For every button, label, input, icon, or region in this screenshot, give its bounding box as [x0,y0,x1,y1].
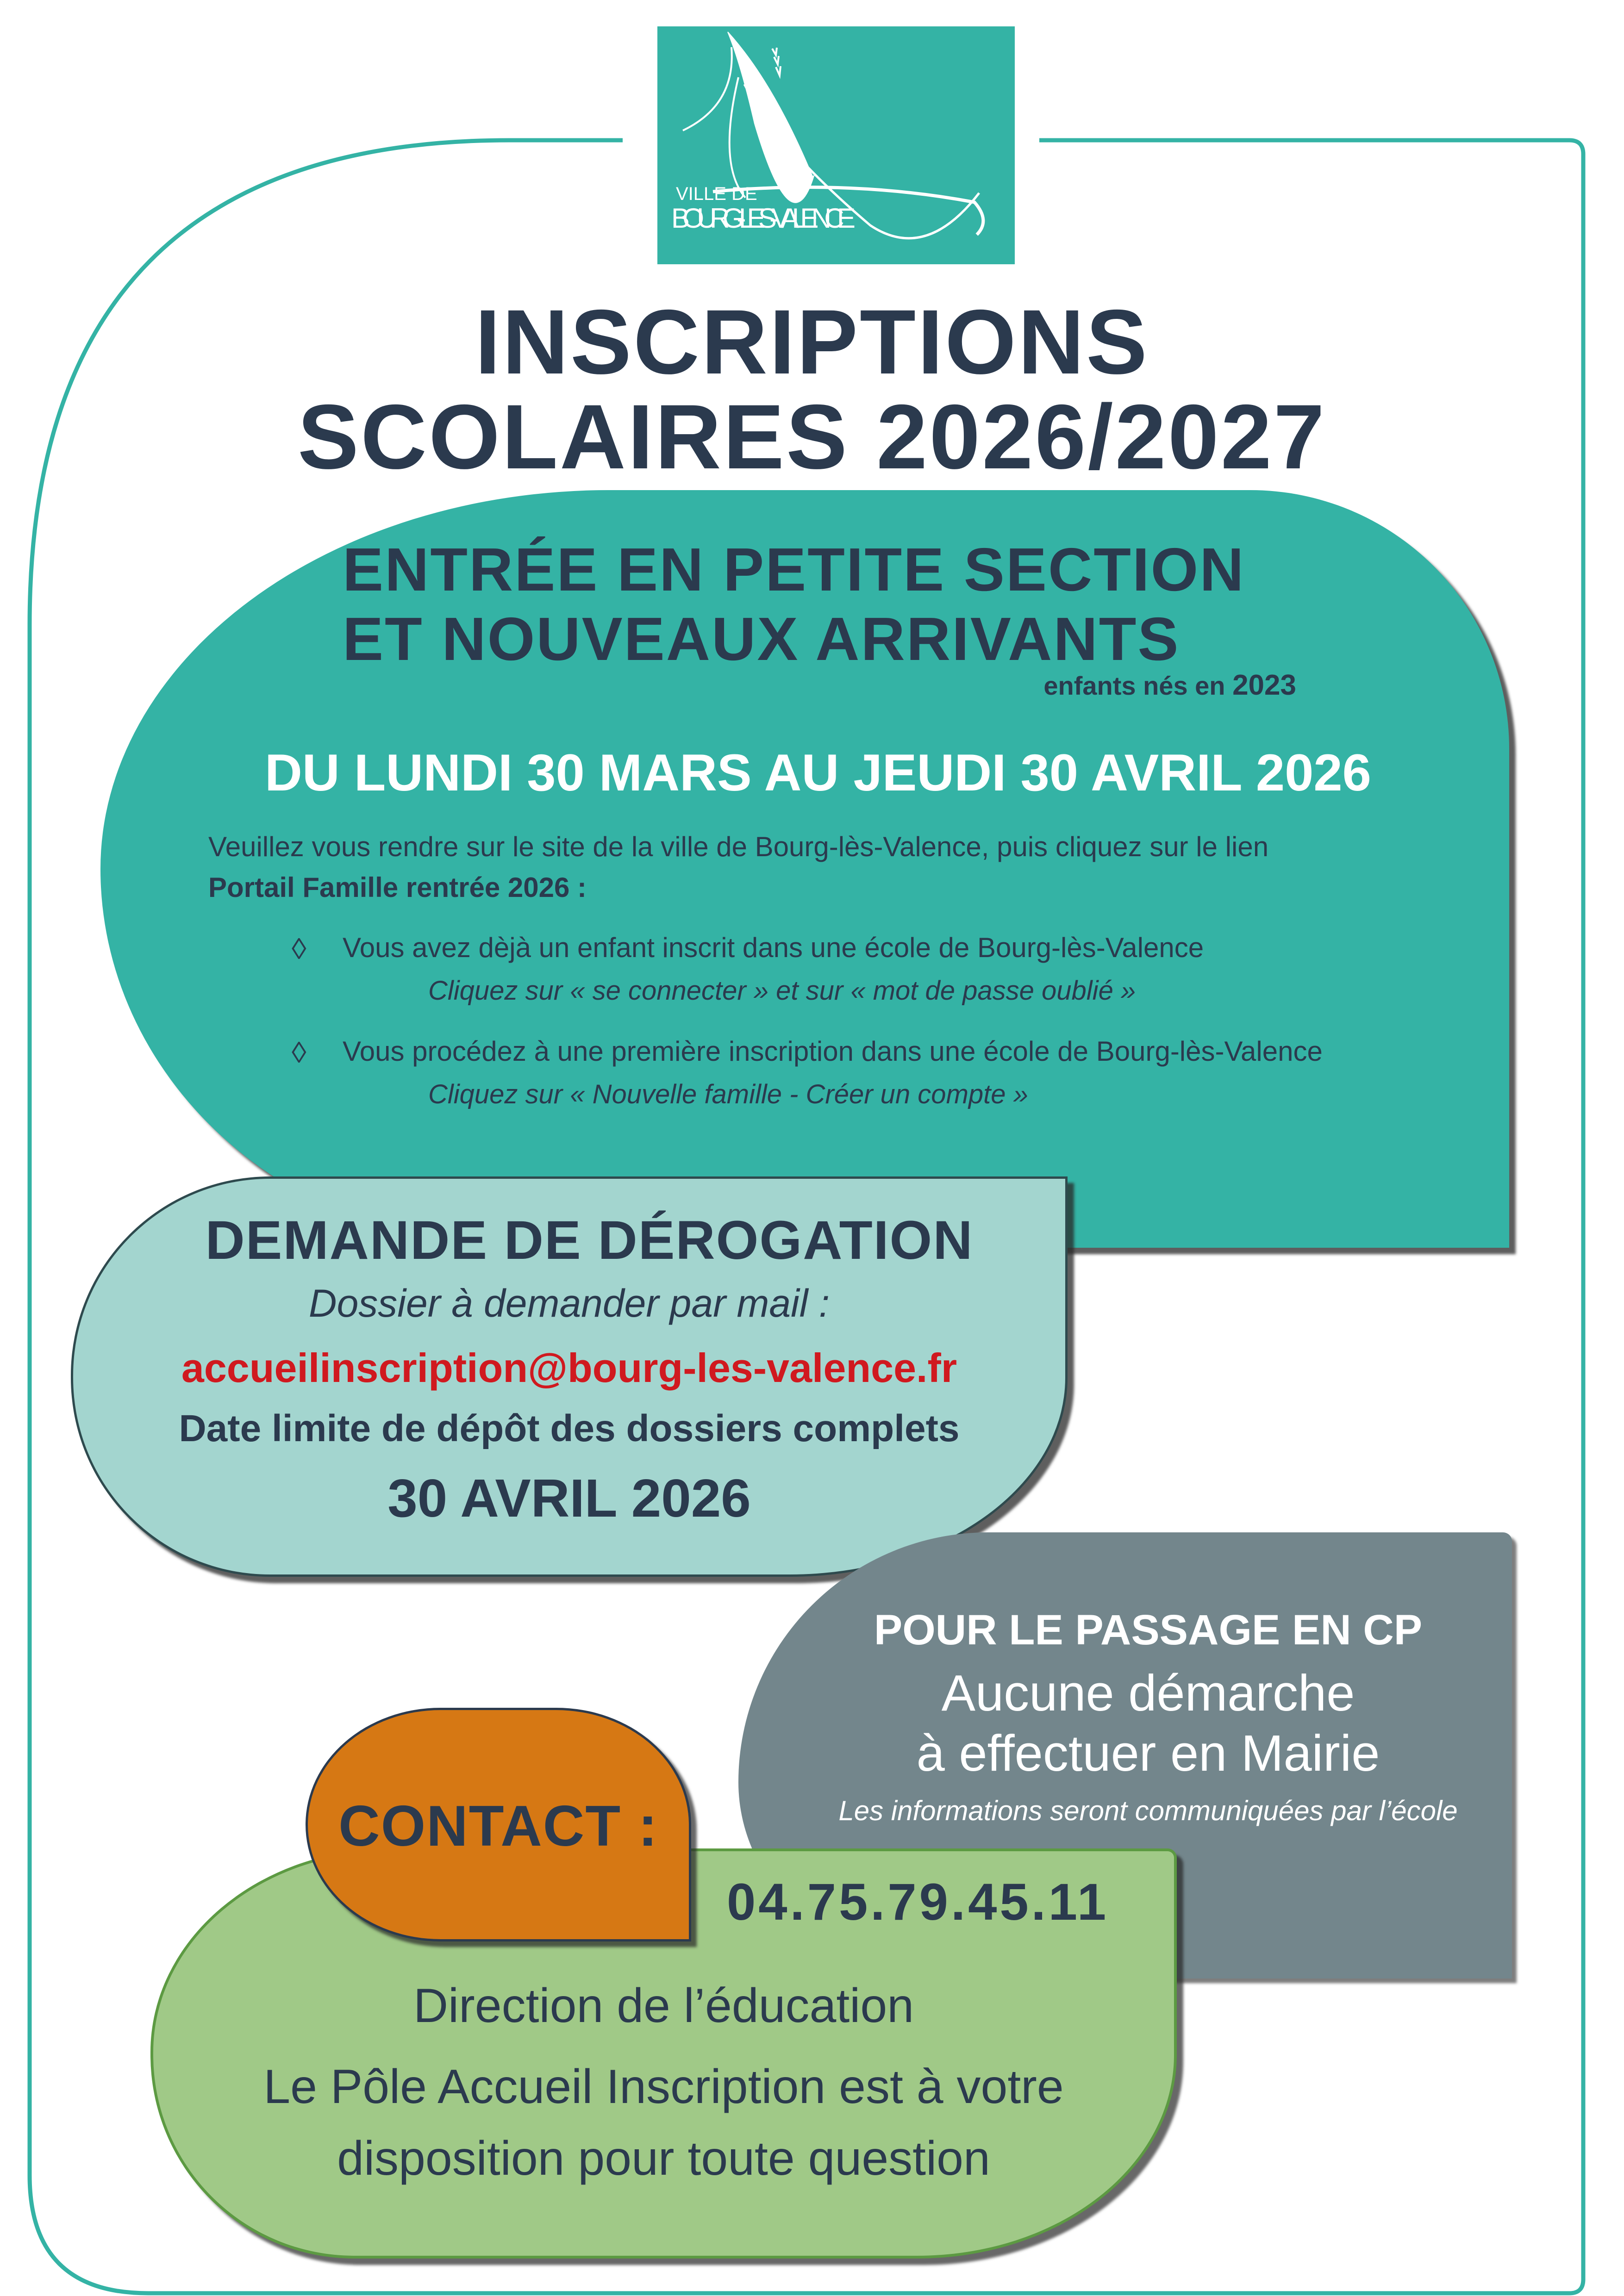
page-title-line2: SCOLAIRES 2026/2027 [297,386,1327,488]
derogation-deadline-label: Date limite de dépôt des dossiers complets [179,1407,960,1450]
bullet-2-instruction: Cliquez sur « Nouvelle famille - Créer un compte » [428,1079,1028,1109]
born-year-note [787,669,1296,702]
cp-line-2: à effectuer en Mairie [916,1725,1380,1782]
entree-intro: Veuillez vous rendre sur le site de la ville de Bourg-lès-Valence, puis cliquez sur le lien [208,831,1269,862]
entree-heading-2: ET NOUVEAUX ARRIVANTS [343,605,1180,673]
derogation-subtitle: Dossier à demander par mail : [308,1282,830,1325]
contact-department: Direction de l’éducation [413,1979,914,2033]
derogation-email-link[interactable]: accueilinscription@bourg-les-valence.fr [181,1345,957,1391]
entree-heading-1: ENTRÉE EN PETITE SECTION [343,535,1245,604]
diamond-bullet-icon: ◊ [292,1036,306,1069]
diamond-bullet-icon: ◊ [292,932,306,965]
contact-label: CONTACT : [338,1794,658,1858]
entree-dates: DU LUNDI 30 MARS AU JEUDI 30 AVRIL 2026 [265,744,1371,802]
bullet-1-instruction: Cliquez sur « se connecter » et sur « mot de passe oublié » [428,976,1136,1006]
portal-link-label[interactable]: Portail Famille rentrée 2026 : [208,872,587,903]
logo-text-ville: VILLE DE [676,184,757,204]
born-prefix: enfants nés en [1043,671,1233,700]
cp-heading: POUR LE PASSAGE EN CP [874,1606,1423,1654]
cp-line-1: Aucune démarche [941,1665,1355,1722]
derogation-deadline-date: 30 AVRIL 2026 [387,1468,751,1528]
entree-section-panel [100,490,1509,1248]
cp-note: Les informations seront communiquées par l’école [838,1795,1458,1826]
contact-line-2: disposition pour toute question [337,2132,990,2185]
contact-phone[interactable]: 04.75.79.45.11 [727,1873,1109,1931]
page-title-line1: INSCRIPTIONS [475,291,1149,393]
bullet-2-text: Vous procédez à une première inscription dans une école de Bourg-lès-Valence [343,1036,1323,1067]
logo-text-city: BOURG-LES-VALENCE [671,203,866,234]
bullet-1-text: Vous avez dèjà un enfant inscrit dans une école de Bourg-lès-Valence [343,932,1204,963]
derogation-heading: DEMANDE DE DÉROGATION [205,1210,974,1271]
sailboat-logo-icon [657,26,1015,264]
born-year: 2023 [1232,669,1296,701]
contact-line-1: Le Pôle Accueil Inscription est à votre [263,2060,1064,2114]
city-logo [657,26,1015,264]
